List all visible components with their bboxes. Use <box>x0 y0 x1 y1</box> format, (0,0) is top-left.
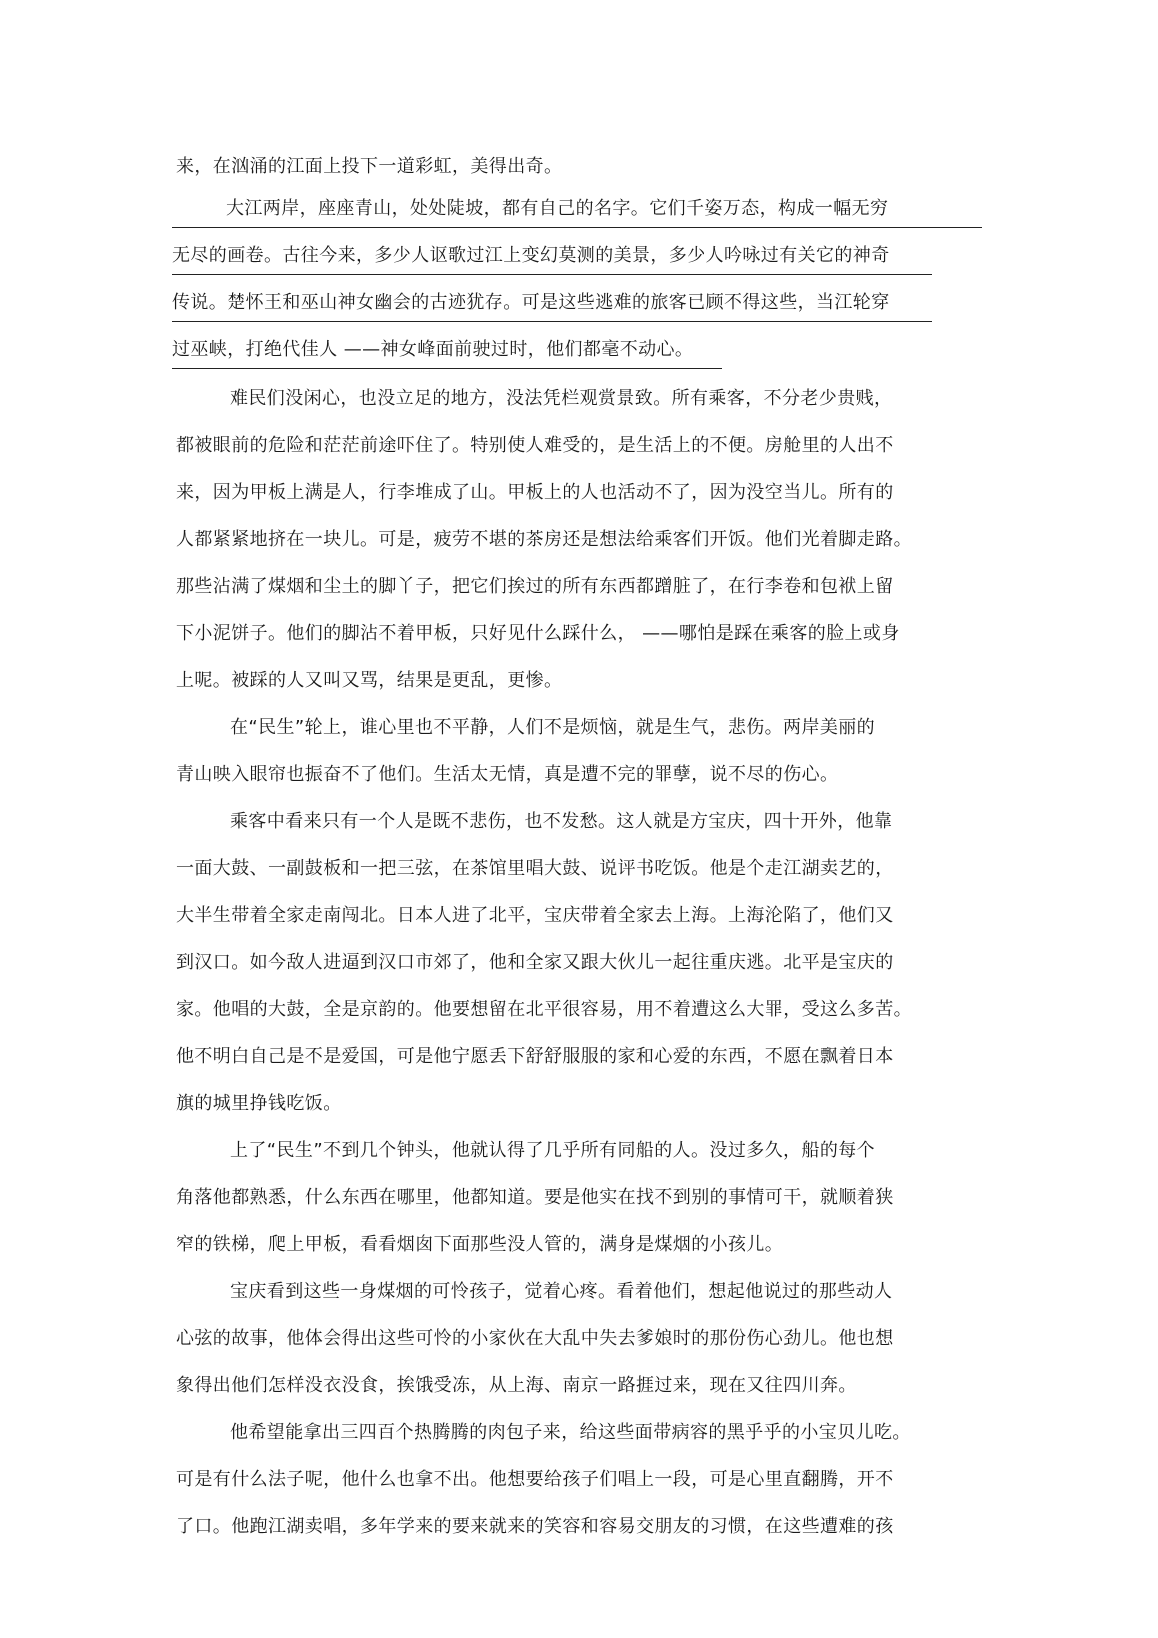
text-line: 角落他都熟悉，什么东西在哪里，他都知道。要是他实在找不到别的事情可干，就顺着狭 <box>176 1187 894 1208</box>
text-line: 来，在汹涌的江面上投下一道彩虹，美得出奇。 <box>176 156 563 177</box>
text-line: 象得出他们怎样没衣没食，挨饿受冻，从上海、南京一路捱过来，现在又往四川奔。 <box>176 1375 857 1396</box>
text-line: 青山映入眼帘也振奋不了他们。生活太无情，真是遭不完的罪孽，说不尽的伤心。 <box>176 764 839 785</box>
text-line: 他希望能拿出三四百个热腾腾的肉包子来，给这些面带病容的黑乎乎的小宝贝儿吃。 <box>230 1422 911 1443</box>
text-line: 那些沾满了煤烟和尘土的脚丫子，把它们挨过的所有东西都蹭脏了，在行李卷和包袱上留 <box>176 576 894 597</box>
text-line: 上呢。被踩的人又叫又骂，结果是更乱，更惨。 <box>176 670 563 691</box>
text-line: 旗的城里挣钱吃饭。 <box>176 1093 342 1114</box>
text-line: 难民们没闲心，也没立足的地方，没法凭栏观赏景致。所有乘客，不分老少贵贱， <box>230 388 893 409</box>
text-line: 下小泥饼子。他们的脚沾不着甲板，只好见什么踩什么， ——哪怕是踩在乘客的脸上或身 <box>176 623 900 644</box>
underlined-text-line: 传说。楚怀王和巫山神女幽会的古迹犹存。可是这些逃难的旅客已顾不得这些，当江轮穿 <box>172 283 932 322</box>
text-line: 大半生带着全家走南闯北。日本人进了北平，宝庆带着全家去上海。上海沦陷了，他们又 <box>176 905 894 926</box>
text-line: 了口。他跑江湖卖唱，多年学来的要来就来的笑容和容易交朋友的习惯，在这些遭难的孩 <box>176 1516 894 1537</box>
underlined-text-line: 过巫峡，打绝代佳人 ——神女峰面前驶过时，他们都毫不动心。 <box>172 330 722 369</box>
text-line: 上了“民生”不到几个钟头，他就认得了几乎所有同船的人。没过多久，船的每个 <box>230 1140 876 1161</box>
text-line: 人都紧紧地挤在一块儿。可是，疲劳不堪的茶房还是想法给乘客们开饭。他们光着脚走路。 <box>176 529 912 550</box>
text-line: 都被眼前的危险和茫茫前途吓住了。特别使人难受的，是生活上的不便。房舱里的人出不 <box>176 435 894 456</box>
text-line: 一面大鼓、一副鼓板和一把三弦，在茶馆里唱大鼓、说评书吃饭。他是个走江湖卖艺的， <box>176 858 894 879</box>
text-line: 在“民生”轮上，谁心里也不平静，人们不是烦恼，就是生气，悲伤。两岸美丽的 <box>230 717 876 738</box>
text-line: 窄的铁梯，爬上甲板，看看烟囱下面那些没人管的，满身是煤烟的小孩儿。 <box>176 1234 784 1255</box>
underlined-text-line: 无尽的画卷。古往今来，多少人讴歌过江上变幻莫测的美景，多少人吟咏过有关它的神奇 <box>172 236 932 275</box>
underlined-text-line: 大江两岸，座座青山，处处陡坡，都有自己的名字。它们千姿万态，构成一幅无穷 <box>172 189 982 228</box>
text-line: 家。他唱的大鼓，全是京韵的。他要想留在北平很容易，用不着遭这么大罪，受这么多苦。 <box>176 999 912 1020</box>
text-line: 他不明白自己是不是爱国，可是他宁愿丢下舒舒服服的家和心爱的东西，不愿在飘着日本 <box>176 1046 894 1067</box>
text-line: 到汉口。如今敌人进逼到汉口市郊了，他和全家又跟大伙儿一起往重庆逃。北平是宝庆的 <box>176 952 894 973</box>
text-line: 心弦的故事，他体会得出这些可怜的小家伙在大乱中失去爹娘时的那份伤心劲儿。他也想 <box>176 1328 894 1349</box>
text-line: 乘客中看来只有一个人是既不悲伤，也不发愁。这人就是方宝庆，四十开外，他靠 <box>230 811 893 832</box>
text-line: 可是有什么法子呢，他什么也拿不出。他想要给孩子们唱上一段，可是心里直翻腾，开不 <box>176 1469 894 1490</box>
text-line: 来，因为甲板上满是人，行李堆成了山。甲板上的人也活动不了，因为没空当儿。所有的 <box>176 482 894 503</box>
text-line: 宝庆看到这些一身煤烟的可怜孩子，觉着心疼。看着他们，想起他说过的那些动人 <box>230 1281 893 1302</box>
